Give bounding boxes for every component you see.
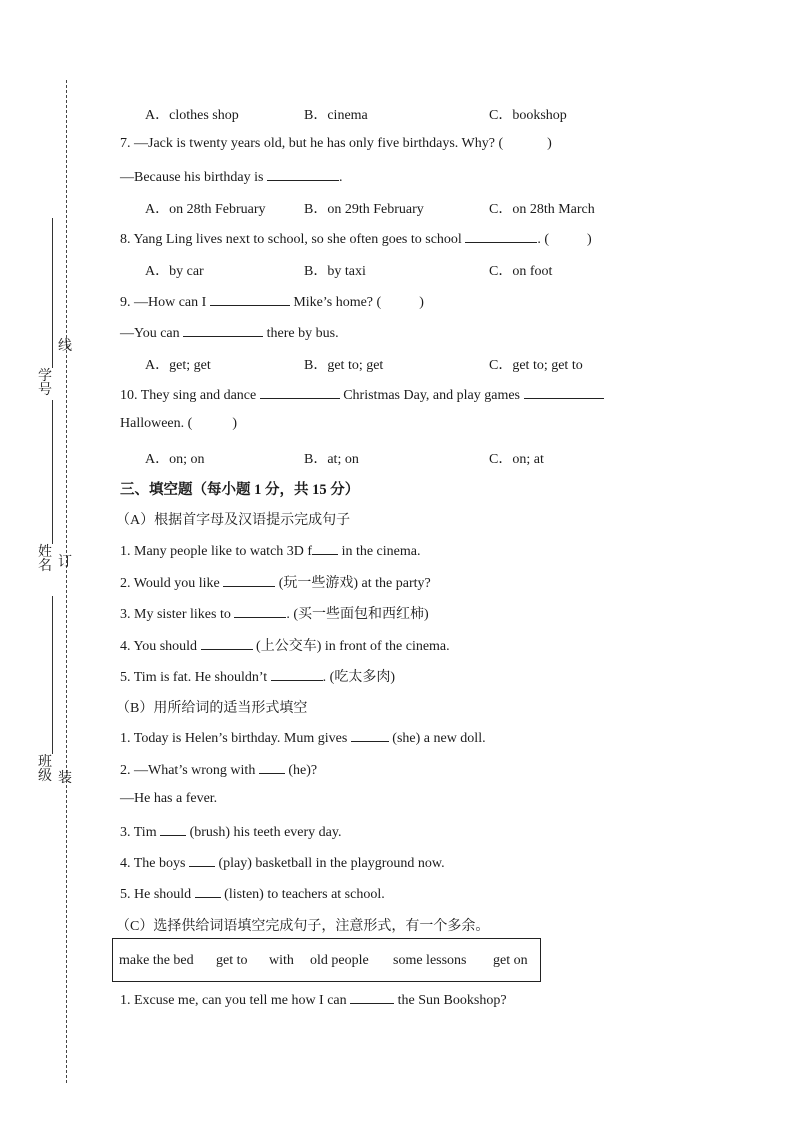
part-c-title: （C）选择供给词语填空完成句子，注意形式，有一个多余。 <box>116 919 490 934</box>
word-bank-word: get to <box>216 953 248 968</box>
answer-blank[interactable] <box>351 728 389 742</box>
name-label: 姓 名 <box>38 545 52 574</box>
q7-line2: —Because his birthday is . <box>120 167 342 186</box>
q7-option-a: A．on 28th February <box>145 202 266 217</box>
part-a-item: 2. Would you like (玩一些游戏) at the party? <box>120 572 431 592</box>
part-b-title: （B）用所给词的适当形式填空 <box>116 701 308 716</box>
class-line <box>52 596 53 754</box>
part-b-item: 5. He should (listen) to teachers at school. <box>120 884 385 903</box>
q7-option-c: C．on 28th March <box>489 202 595 217</box>
student-id-line <box>52 218 53 368</box>
part-c-item: 1. Excuse me, can you tell me how I can the Sun Bookshop? <box>120 990 507 1009</box>
part-b-item: 1. Today is Helen’s birthday. Mum gives (she) a new doll. <box>120 728 486 747</box>
q8-option-b: B．by taxi <box>304 264 366 279</box>
class-label: 班 级 <box>38 755 52 784</box>
answer-blank[interactable] <box>160 822 186 836</box>
binding-mark-ding: 订 <box>58 555 72 570</box>
answer-blank[interactable] <box>271 667 323 681</box>
q6-option-c: C．bookshop <box>489 108 567 123</box>
word-bank-word: with <box>269 953 294 968</box>
part-b-item: 4. The boys (play) basketball in the playground now. <box>120 853 445 872</box>
q10-option-b: B．at; on <box>304 452 359 467</box>
q7-option-b: B．on 29th February <box>304 202 424 217</box>
q10-line2: Halloween. ( ) <box>120 416 237 431</box>
q9-option-c: C．get to; get to <box>489 358 583 373</box>
q10-option-c: C．on; at <box>489 452 544 467</box>
q8-stem: 8. Yang Ling lives next to school, so she often goes to school . ( ) <box>120 229 592 248</box>
answer-blank[interactable] <box>267 167 339 181</box>
binding-dashed-line <box>66 80 67 1083</box>
binding-mark-xian: 线 <box>58 339 72 354</box>
answer-blank[interactable] <box>210 292 290 306</box>
answer-blank[interactable] <box>195 884 221 898</box>
q10-stem: 10. They sing and dance Christmas Day, and play games <box>120 385 604 404</box>
student-id-label: 学 号 <box>38 369 52 398</box>
part-a-item: 3. My sister likes to . (买一些面包和西红柿) <box>120 603 429 623</box>
answer-blank[interactable] <box>259 760 285 774</box>
part-b-item: 2. —What’s wrong with (he)? <box>120 760 317 779</box>
q10-option-a: A．on; on <box>145 452 205 467</box>
part-b-item: 3. Tim (brush) his teeth every day. <box>120 822 341 841</box>
answer-blank[interactable] <box>312 541 338 555</box>
q9-option-b: B．get to; get <box>304 358 384 373</box>
q7-stem: 7. —Jack is twenty years old, but he has only five birthdays. Why? ( ) <box>120 136 552 151</box>
part-a-item: 1. Many people like to watch 3D f in the cinema. <box>120 541 420 560</box>
answer-blank[interactable] <box>524 385 604 399</box>
binding-mark-zhuang: 装 <box>58 771 72 786</box>
answer-blank[interactable] <box>465 229 537 243</box>
answer-blank[interactable] <box>223 573 275 587</box>
part-a-title: （A）根据首字母及汉语提示完成句子 <box>116 513 351 528</box>
section-3-title: 三、填空题（每小题 1 分，共 15 分） <box>120 482 360 498</box>
answer-blank[interactable] <box>189 853 215 867</box>
part-b-item-reply: —He has a fever. <box>120 791 218 806</box>
name-line <box>52 400 53 544</box>
q9-option-a: A．get; get <box>145 358 211 373</box>
word-bank-word: some lessons <box>393 953 467 968</box>
word-bank-word: old people <box>310 953 369 968</box>
q6-option-b: B．cinema <box>304 108 368 123</box>
answer-blank[interactable] <box>350 990 394 1004</box>
answer-blank[interactable] <box>183 323 263 337</box>
q8-option-a: A．by car <box>145 264 204 279</box>
q8-option-c: C．on foot <box>489 264 553 279</box>
word-bank-word: make the bed <box>119 953 194 968</box>
q6-option-a: A．clothes shop <box>145 108 239 123</box>
q9-line2: —You can there by bus. <box>120 323 339 342</box>
answer-blank[interactable] <box>201 636 253 650</box>
answer-blank[interactable] <box>234 604 286 618</box>
q9-stem: 9. —How can I Mike’s home? ( ) <box>120 292 424 311</box>
part-a-item: 5. Tim is fat. He shouldn’t . (吃太多肉) <box>120 666 395 686</box>
part-a-item: 4. You should (上公交车) in front of the cinema. <box>120 635 450 655</box>
answer-blank[interactable] <box>260 385 340 399</box>
word-bank-word: get on <box>493 953 528 968</box>
